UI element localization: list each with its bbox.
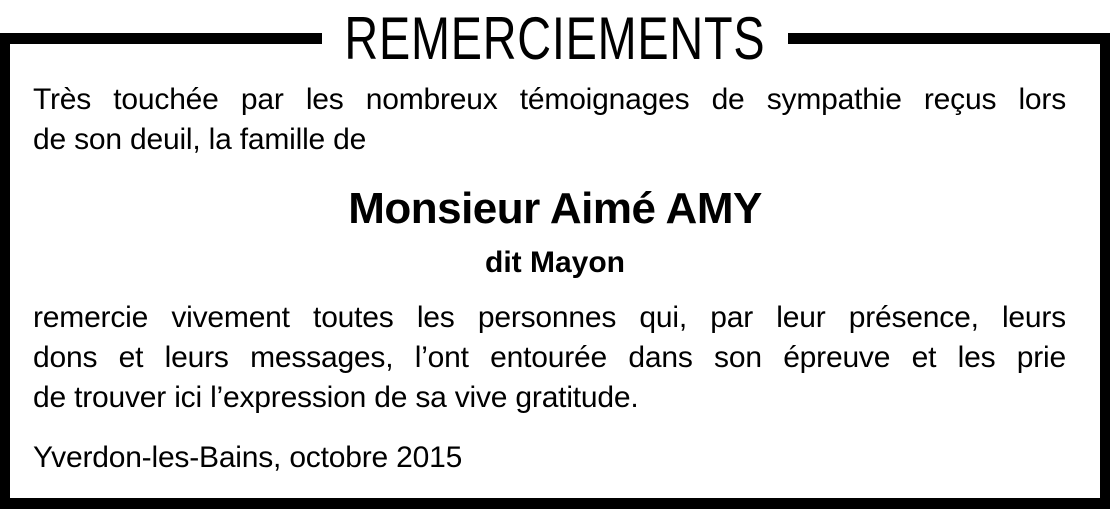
intro-line-1: Très touchée par les nombreux témoignages de sympathie reçus lors	[33, 83, 1066, 116]
notice-title-text: REMERCIEMENTS	[344, 5, 766, 72]
deceased-name: Monsieur Aimé AMY	[348, 184, 762, 233]
frame-bottom-rule	[0, 498, 1110, 509]
intro-paragraph	[33, 80, 1066, 160]
intro-line-2: de son deuil, la famille de	[33, 123, 367, 156]
dateline: Yverdon-les-Bains, octobre 2015	[33, 441, 463, 474]
thanks-line-1: remercie vivement toutes les personnes qui, par leur présence, leurs	[33, 301, 1066, 334]
notice-title	[0, 5, 1110, 72]
deceased-alias: dit Mayon	[485, 246, 625, 279]
thanks-line-2: dons et leurs messages, l’ont entourée dans son épreuve et les prie	[33, 341, 1066, 374]
thanks-paragraph	[33, 298, 1066, 418]
thanks-line-3: de trouver ici l’expression de sa vive gratitude.	[33, 381, 639, 414]
